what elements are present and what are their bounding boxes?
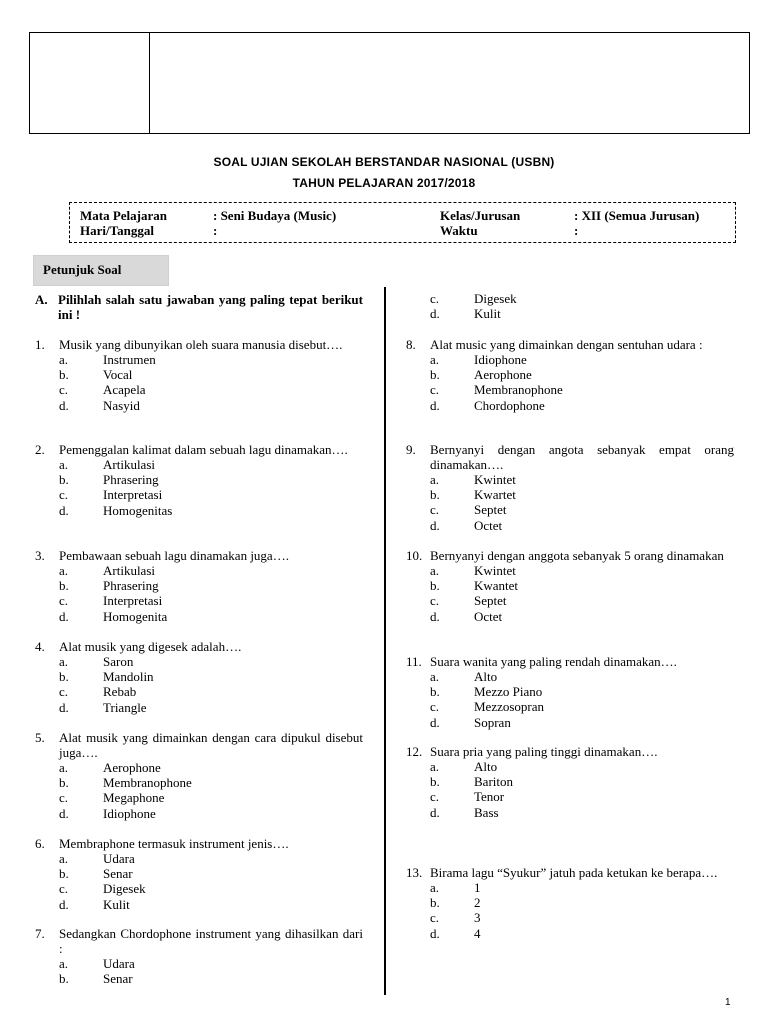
question-text: Suara wanita yang paling rendah dinamakan…. <box>430 654 677 669</box>
option-letter: b. <box>430 895 440 911</box>
option-value: Idiophone <box>103 805 156 821</box>
question-13 <box>406 865 734 941</box>
question-10 <box>406 548 734 624</box>
option-letter: b. <box>59 669 69 685</box>
option-a <box>406 880 734 895</box>
question-stem <box>406 865 734 880</box>
hari-value: : <box>213 223 218 238</box>
waktu-value: : <box>574 223 579 238</box>
option-letter: b. <box>59 578 69 594</box>
option-value: Udara <box>103 956 135 971</box>
option-letter: b. <box>430 578 440 594</box>
option-value: Nasyid <box>103 397 140 413</box>
question-stem <box>35 442 363 457</box>
option-value: Saron <box>103 654 134 669</box>
option-letter: a. <box>430 563 440 578</box>
option-value: Aerophone <box>474 367 532 383</box>
option-letter: d. <box>59 608 69 624</box>
question-11 <box>406 654 734 730</box>
option-letter: a. <box>430 669 440 684</box>
option-letter: c. <box>430 593 440 609</box>
option-value: Mandolin <box>103 669 154 685</box>
exam-year: TAHUN PELAJARAN 2017/2018 <box>292 176 476 190</box>
option-d <box>35 897 363 912</box>
option-value: Alto <box>474 669 498 684</box>
option-value: Kwintet <box>474 563 516 578</box>
option-letter: a. <box>59 760 69 775</box>
question-text: Sedangkan Chordophone instrument yang dihasilkan dari : <box>59 926 363 956</box>
mapel-label: Mata Pelajaran <box>80 208 168 223</box>
section-text: Pilihlah salah satu jawaban yang paling tepat berikut ini ! <box>58 292 363 322</box>
option-letter: c. <box>59 382 69 398</box>
question-5 <box>35 730 363 821</box>
question-number: 8. <box>406 337 416 352</box>
mapel-value: : Seni Budaya (Music) <box>213 208 337 223</box>
option-letter: a. <box>59 956 69 971</box>
option-d <box>406 306 734 321</box>
option-d <box>406 518 734 533</box>
question-number: 11. <box>406 654 422 669</box>
option-value: Mezzosopran <box>474 699 545 715</box>
option-c <box>35 593 363 608</box>
option-b <box>35 971 363 986</box>
option-d <box>35 398 363 413</box>
option-letter: d. <box>59 502 69 518</box>
option-value: Digesek <box>103 881 146 897</box>
petunjuk-heading: Petunjuk Soal <box>33 255 169 286</box>
question-stem <box>406 337 734 352</box>
question-number: 6. <box>35 836 45 851</box>
hari-label: Hari/Tanggal <box>80 223 154 238</box>
option-letter: d. <box>59 805 69 821</box>
option-d <box>406 805 734 820</box>
question-text: Alat musik yang digesek adalah…. <box>59 639 242 654</box>
option-letter: a. <box>59 457 69 472</box>
option-letter: a. <box>430 472 440 487</box>
option-a <box>35 851 363 866</box>
question-number: 3. <box>35 548 45 563</box>
option-value: Interpretasi <box>103 593 163 609</box>
option-c <box>406 789 734 804</box>
option-letter: a. <box>430 880 440 895</box>
option-c <box>406 593 734 608</box>
option-letter: c. <box>59 684 69 700</box>
option-c <box>35 382 363 397</box>
option-a <box>35 457 363 472</box>
option-letter: d. <box>430 714 440 730</box>
option-b <box>406 774 734 789</box>
option-letter: b. <box>59 775 69 791</box>
option-d <box>406 398 734 413</box>
option-letter: c. <box>430 699 440 715</box>
option-letter: c. <box>59 487 69 503</box>
option-c <box>35 881 363 896</box>
option-value: Aerophone <box>103 760 161 775</box>
option-value: Senar <box>103 971 133 987</box>
question-3 <box>35 548 363 624</box>
option-a <box>35 563 363 578</box>
option-value: 2 <box>474 895 481 911</box>
question-9 <box>406 442 734 533</box>
option-letter: a. <box>59 654 69 669</box>
section-a-instruction <box>35 292 363 322</box>
kelas-value: : XII (Semua Jurusan) <box>574 208 700 223</box>
option-value: 3 <box>474 910 481 926</box>
option-letter: b. <box>59 971 69 987</box>
option-value: Septet <box>474 593 507 609</box>
option-c <box>406 502 734 517</box>
option-c <box>406 382 734 397</box>
option-value: Artikulasi <box>103 457 155 472</box>
question-stem <box>406 548 734 563</box>
option-letter: d. <box>59 896 69 912</box>
option-c <box>406 910 734 925</box>
question-stem <box>35 548 363 563</box>
question-number: 9. <box>406 442 416 457</box>
option-value: Membranophone <box>103 775 192 791</box>
question-text: Alat music yang dimainkan dengan sentuhan udara : <box>430 337 703 352</box>
option-value: Homogenita <box>103 608 168 624</box>
option-b <box>35 669 363 684</box>
waktu-label: Waktu <box>440 223 478 238</box>
question-7-continued <box>406 291 734 321</box>
option-letter: d. <box>59 397 69 413</box>
option-value: Triangle <box>103 699 147 715</box>
page-number: 1 <box>725 997 731 1008</box>
question-stem <box>35 926 363 956</box>
question-text: Birama lagu “Syukur” jatuh pada ketukan ke berapa…. <box>430 865 718 880</box>
option-value: 1 <box>474 880 481 895</box>
option-value: Vocal <box>103 367 133 383</box>
option-a <box>406 352 734 367</box>
exam-title: SOAL UJIAN SEKOLAH BERSTANDAR NASIONAL (USBN) <box>213 155 555 169</box>
option-letter: d. <box>430 397 440 413</box>
option-a <box>406 759 734 774</box>
option-value: 4 <box>474 925 481 941</box>
question-number: 1. <box>35 337 45 352</box>
option-letter: a. <box>59 851 69 866</box>
logo-cell <box>30 33 150 133</box>
question-text: Bernyanyi dengan angota sebanyak empat orang dinamakan…. <box>430 442 734 472</box>
question-text: Alat musik yang dimainkan dengan cara dipukul disebut juga…. <box>59 730 363 760</box>
option-letter: a. <box>59 563 69 578</box>
option-value: Kwartet <box>474 487 516 503</box>
option-value: Kulit <box>103 896 130 912</box>
option-c <box>35 684 363 699</box>
option-c <box>35 487 363 502</box>
option-d <box>35 503 363 518</box>
option-value: Kwantet <box>474 578 519 594</box>
question-number: 10. <box>406 548 423 563</box>
option-b <box>35 866 363 881</box>
option-a <box>35 654 363 669</box>
option-d <box>406 715 734 730</box>
option-letter: b. <box>430 684 440 700</box>
question-text: Suara pria yang paling tinggi dinamakan…. <box>430 744 658 759</box>
option-value: Rebab <box>103 684 137 700</box>
question-stem <box>406 442 734 472</box>
question-text: Pembawaan sebuah lagu dinamakan juga…. <box>59 548 289 563</box>
header-table <box>29 32 750 134</box>
question-12 <box>406 744 734 820</box>
option-c <box>406 699 734 714</box>
option-value: Kulit <box>474 306 501 322</box>
option-value: Instrumen <box>103 352 156 367</box>
option-d <box>406 609 734 624</box>
question-number: 12. <box>406 744 423 759</box>
option-letter: c. <box>430 382 440 398</box>
option-value: Bariton <box>474 774 513 790</box>
question-stem <box>406 744 734 759</box>
option-value: Phrasering <box>103 472 159 488</box>
option-a <box>406 563 734 578</box>
option-b <box>406 895 734 910</box>
option-value: Digesek <box>474 291 517 306</box>
option-value: Artikulasi <box>103 563 155 578</box>
option-b <box>35 578 363 593</box>
option-letter: b. <box>430 367 440 383</box>
option-letter: a. <box>430 352 440 367</box>
option-b <box>35 775 363 790</box>
option-a <box>406 472 734 487</box>
option-letter: b. <box>430 774 440 790</box>
question-2 <box>35 442 363 518</box>
option-c <box>35 790 363 805</box>
option-value: Mezzo Piano <box>474 684 543 700</box>
question-number: 13. <box>406 865 423 880</box>
option-value: Octet <box>474 517 503 533</box>
option-c <box>406 291 734 306</box>
option-b <box>406 487 734 502</box>
question-number: 7. <box>35 926 45 941</box>
option-letter: d. <box>430 608 440 624</box>
option-value: Acapela <box>103 382 146 398</box>
question-number: 5. <box>35 730 45 745</box>
option-b <box>35 367 363 382</box>
question-stem <box>35 639 363 654</box>
option-letter: c. <box>430 789 440 805</box>
question-1 <box>35 337 363 413</box>
option-value: Idiophone <box>474 352 527 367</box>
option-letter: c. <box>59 593 69 609</box>
question-text: Membraphone termasuk instrument jenis…. <box>59 836 289 851</box>
option-letter: b. <box>430 487 440 503</box>
option-letter: d. <box>59 699 69 715</box>
option-value: Chordophone <box>474 397 545 413</box>
option-d <box>406 926 734 941</box>
info-box <box>69 202 736 243</box>
option-value: Interpretasi <box>103 487 163 503</box>
option-value: Alto <box>474 759 498 774</box>
option-letter: d. <box>430 925 440 941</box>
option-letter: b. <box>59 866 69 882</box>
question-8 <box>406 337 734 413</box>
question-stem <box>35 836 363 851</box>
option-value: Membranophone <box>474 382 563 398</box>
option-a <box>35 352 363 367</box>
option-value: Tenor <box>474 789 505 805</box>
option-a <box>35 956 363 971</box>
option-b <box>406 684 734 699</box>
option-letter: a. <box>59 352 69 367</box>
option-letter: c. <box>430 502 440 518</box>
option-value: Megaphone <box>103 790 165 806</box>
option-value: Udara <box>103 851 135 866</box>
option-value: Octet <box>474 608 503 624</box>
option-d <box>35 609 363 624</box>
question-6 <box>35 836 363 912</box>
question-number: 2. <box>35 442 45 457</box>
section-letter: A. <box>35 292 48 307</box>
option-letter: d. <box>430 517 440 533</box>
option-d <box>35 700 363 715</box>
option-letter: b. <box>59 367 69 383</box>
option-b <box>406 578 734 593</box>
option-letter: b. <box>59 472 69 488</box>
option-letter: c. <box>59 790 69 806</box>
option-value: Phrasering <box>103 578 159 594</box>
question-stem <box>35 337 363 352</box>
question-4 <box>35 639 363 715</box>
kelas-label: Kelas/Jurusan <box>440 208 521 223</box>
question-text: Musik yang dibunyikan oleh suara manusia disebut…. <box>59 337 343 352</box>
question-stem <box>35 730 363 760</box>
question-number: 4. <box>35 639 45 654</box>
option-letter: a. <box>430 759 440 774</box>
option-d <box>35 806 363 821</box>
option-value: Sopran <box>474 714 511 730</box>
option-letter: c. <box>430 910 440 926</box>
question-text: Pemenggalan kalimat dalam sebuah lagu dinamakan…. <box>59 442 348 457</box>
option-value: Bass <box>474 804 499 820</box>
option-letter: c. <box>59 881 69 897</box>
question-text: Bernyanyi dengan anggota sebanyak 5 orang dinamakan <box>430 548 724 563</box>
option-b <box>35 472 363 487</box>
option-b <box>406 367 734 382</box>
question-stem <box>406 654 734 669</box>
option-letter: d. <box>430 804 440 820</box>
option-value: Kwintet <box>474 472 516 487</box>
option-value: Senar <box>103 866 133 882</box>
option-a <box>406 669 734 684</box>
option-letter: d. <box>430 306 440 322</box>
option-a <box>35 760 363 775</box>
question-7 <box>35 926 363 986</box>
option-value: Homogenitas <box>103 502 173 518</box>
option-value: Septet <box>474 502 507 518</box>
column-divider <box>384 287 386 995</box>
option-letter: c. <box>430 291 440 306</box>
